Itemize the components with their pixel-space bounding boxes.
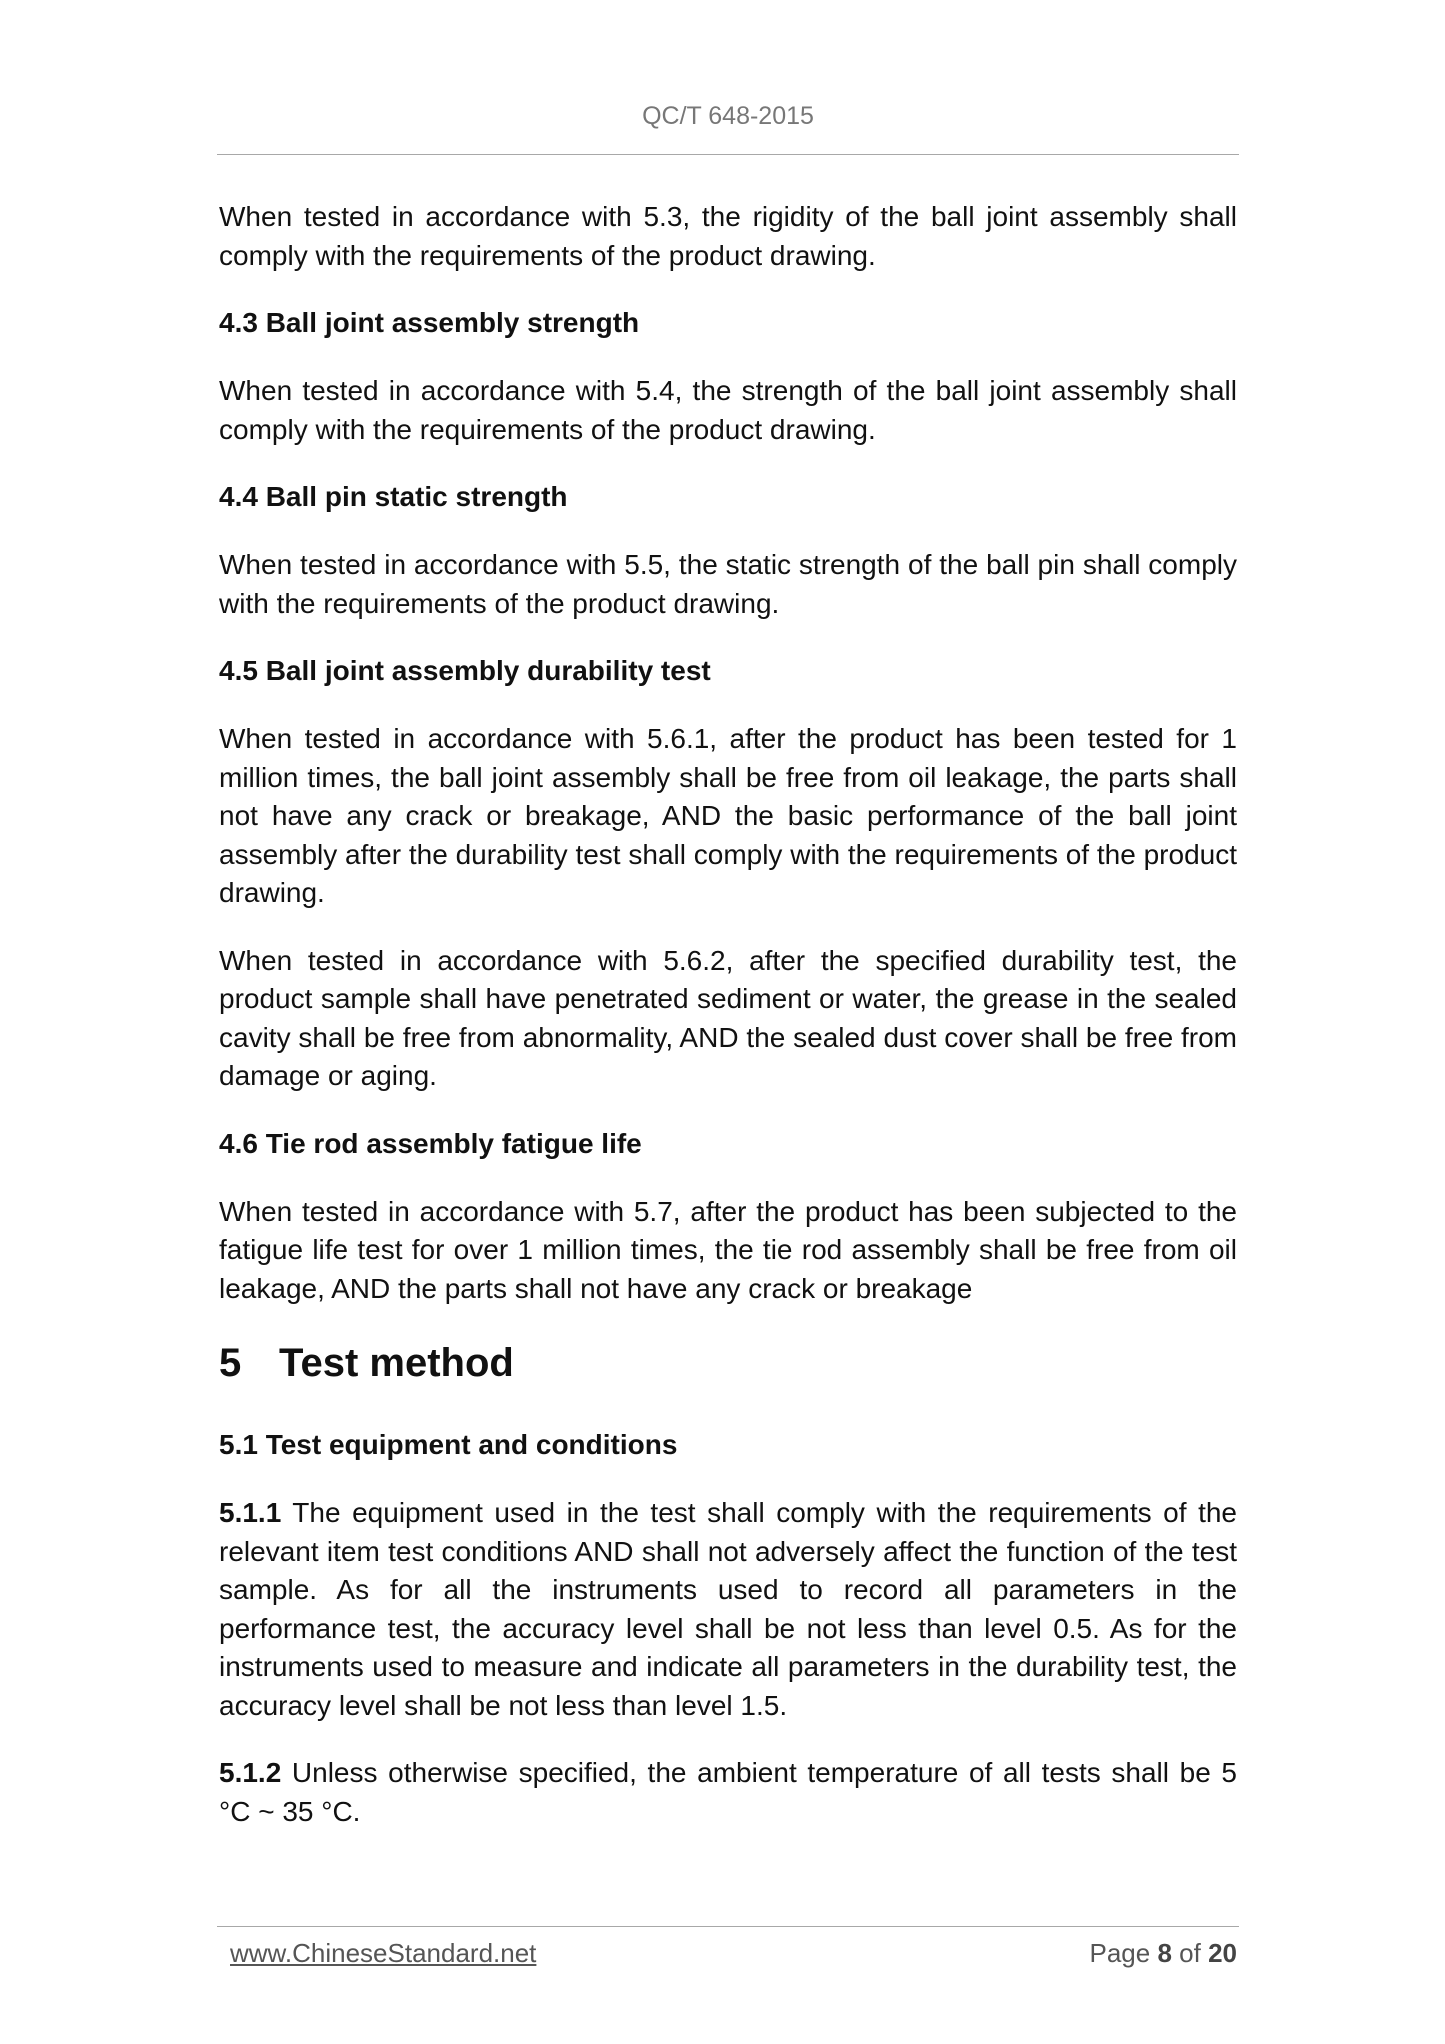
header-divider [217,154,1239,155]
chapter-title: Test method [279,1341,514,1385]
paragraph-durability-2: When tested in accordance with 5.6.2, after the specified durability test, the product sample shall have penetrated sediment or water, the grease in the sealed cavity shall be free from abnormality, AND the sealed dust cover shall be free from damage or aging. [219,944,1237,1091]
chapter-number: 5 [219,1341,242,1385]
section-heading-5-1: 5.1 Test equipment and conditions [219,1429,678,1460]
section-heading-4-6: 4.6 Tie rod assembly fatigue life [219,1127,642,1159]
clause-5-1-1 [219,1494,1237,1725]
clause-number-5-1-2: 5.1.2 [219,1757,282,1788]
paragraph-strength: When tested in accordance with 5.4, the strength of the ball joint assembly shall comply with the requirements of the product drawing. [219,375,1237,445]
section-heading-4-5: 4.5 Ball joint assembly durability test [219,655,711,686]
website-link[interactable]: www.ChineseStandard.net [230,1938,537,1968]
page-indicator [1089,1938,1237,1969]
section-heading-4-3: 4.3 Ball joint assembly strength [219,307,640,338]
paragraph-durability-1: When tested in accordance with 5.6.1, after the product has been tested for 1 million times, the ball joint assembly shall be free from oil leakage, the parts shall not have any crack or breakage, AND the basic performance of the ball joint assembly after the durability test shall comply with the requirements of the product drawing. [219,723,1237,908]
paragraph-rigidity: When tested in accordance with 5.3, the rigidity of the ball joint assembly shall comply with the requirements of the product drawing. [219,201,1237,271]
page-of: of [1179,1938,1201,1968]
page-number: 8 [1157,1938,1172,1968]
paragraph-ball-pin: When tested in accordance with 5.5, the static strength of the ball pin shall comply with the requirements of the product drawing. [219,549,1237,619]
chapter-heading-5 [219,1340,1237,1386]
paragraph-fatigue-life: When tested in accordance with 5.7, after the product has been subjected to the fatigue life test for over 1 million times, the tie rod assembly shall be free from oil leakage, AND the parts shall not have any crack or breakage [219,1195,1237,1304]
footer-divider [217,1926,1239,1927]
section-heading-4-4: 4.4 Ball pin static strength [219,481,568,512]
clause-number-5-1-1: 5.1.1 [219,1497,282,1528]
document-body [219,198,1237,1860]
page-total: 20 [1208,1938,1237,1968]
page-label: Page [1089,1938,1151,1968]
page-header: QC/T 648-2015 [642,102,814,130]
clause-5-1-2 [219,1754,1237,1831]
clause-text-5-1-1: The equipment used in the test shall comply with the requirements of the relevant item test conditions AND shall not adversely affect the function of the test sample. As for all the instruments used to record all parameters in the performance test, the accuracy level shall be not less than level 0.5. As for the instruments used to measure and indicate all parameters in the durability test, the accuracy level shall be not less than level 1.5. [219,1497,1237,1721]
clause-text-5-1-2: Unless otherwise specified, the ambient temperature of all tests shall be 5 °C ~ 35 °C. [219,1757,1237,1827]
